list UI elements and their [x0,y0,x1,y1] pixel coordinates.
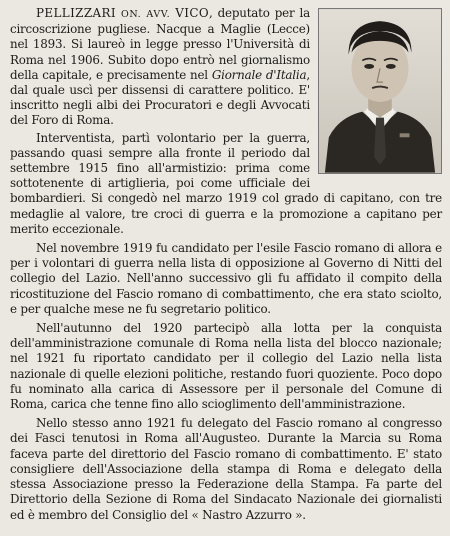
bio-paragraph-1-a: , deputato per la circoscrizione pugliese. Nacque a Maglie (Lecce) nel 1893. Si laureò in legge presso l'Università di Roma nel 1906. Subito dopo entrò nel giornalismo della capitale, e precisamente nel [10,6,310,82]
person-surname: PELLIZZARI [36,6,116,20]
bio-paragraph-5: Nello stesso anno 1921 fu delegato del Fascio romano al congresso dei Fasci tenutosi in Roma all'Augusteo. Durante la Marcia su Roma faceva parte del direttorio del Fascio romano di combattimento. E' stato consigliere dell'Associazione della stampa di Roma e delegato della stessa Associazione presso la Federazione della Stampa. Fa parte del Direttorio della Sezione di Roma del Sindacato Nazionale dei giornalisti ed è membro del Consiglio del « Nastro Azzurro ». [10,416,442,522]
person-firstname: VICO [175,6,209,20]
bio-paragraph-3: Nel novembre 1919 fu candidato per l'esile Fascio romano di allora e per i volontari di guerra nella lista di opposizione al Governo di Nitti del collegio del Lazio. Nell'anno successivo gli fu affidato il compito della ricostituzione del Fascio romano di combattimento, che era stato sciolto, e per qualche mese ne fu segretario politico. [10,241,442,316]
bio-paragraph-2: Interventista, partì volontario per la guerra, passando quasi sempre alla fronte il periodo dal settembre 1915 fino all'armistizio: prima come sottotenente di artiglieria, poi come ufficiale dei bombardieri. Si congedò nel marzo 1919 col grado di capitano, con tre medaglie al valore, tre croci di guerra e la promozione a capitano per merito eccezionale. [10,130,442,236]
newspaper-name: Giornale d'Italia [211,67,307,82]
portrait-photo [318,8,442,174]
person-honorific: ON. AVV. [120,9,171,20]
bio-paragraph-4: Nell'autunno del 1920 partecipò alla lotta per la conquista dell'amministrazione comunale di Roma nella lista del blocco nazionale; nel 1921 fu riportato candidato per il collegio del Lazio nella lista nazionale di quelle elezioni politiche, restando fuori quoziente. Poco dopo fu nominato alla carica di Assessore per il personale del Comune di Roma, carica che tenne fino allo scioglimento dell'amministrazione. [10,321,442,412]
bio-paragraph-1-b: , dal quale uscì per dissensi di carattere politico. E' inscritto negli albi dei Procuratori e degli Avvocati del Foro di Roma. [10,67,310,128]
